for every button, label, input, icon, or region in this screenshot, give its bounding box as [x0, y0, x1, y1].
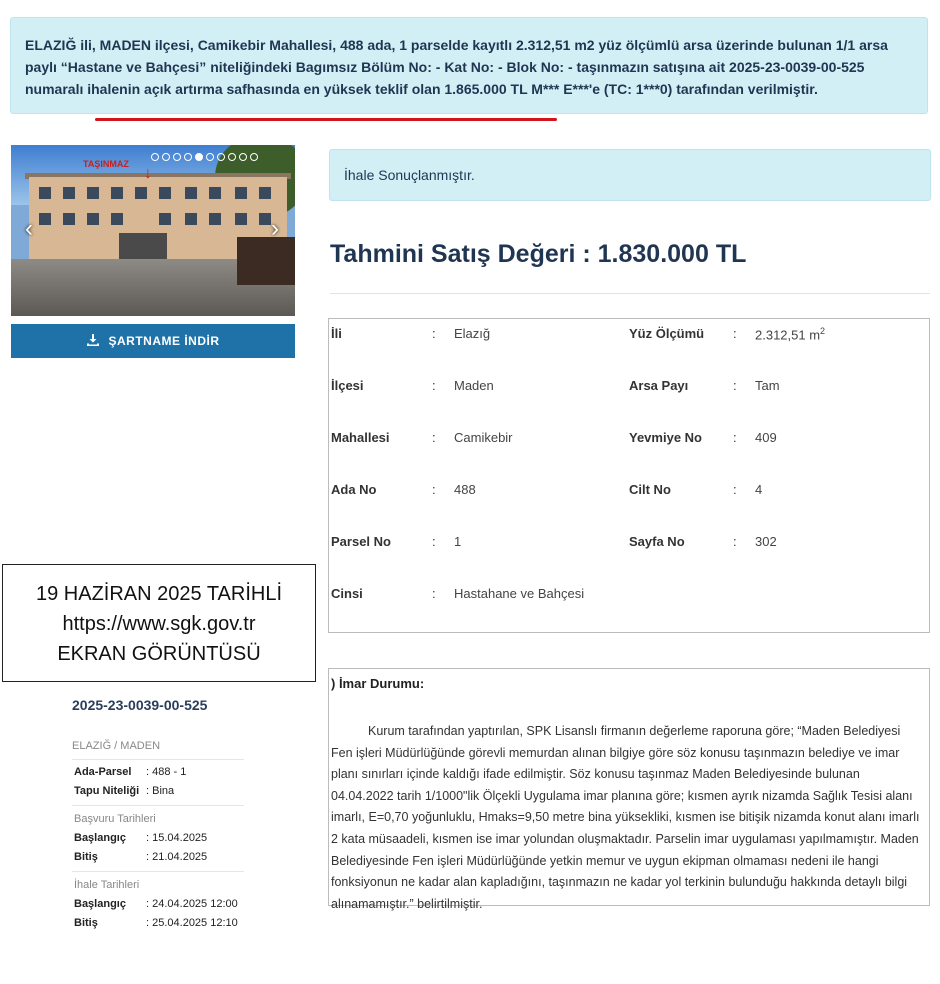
auction-result-banner [10, 17, 928, 114]
auction-code: 2025-23-0039-00-525 [72, 697, 208, 713]
detail-value: 1 [454, 534, 462, 549]
zoning-status-box [328, 668, 930, 911]
carousel-dot[interactable] [217, 153, 225, 161]
property-details-table: İli : Elazığ İlçesi : Maden Mahallesi : Camikebir Ada No : 488 Parsel No : 1 Cinsi : Hastahane ve Bahçesi Yüz Ölçümü : 2.312,51 $m^2$ Arsa Payı : Tam Yevmiye No : 409 Cilt No : 4 Sayfa No : 302 [328, 318, 930, 633]
status-alert [329, 149, 931, 201]
carousel-dot[interactable] [206, 153, 214, 161]
detail-label: Mahallesi [331, 430, 390, 445]
carousel-dot[interactable] [184, 153, 192, 161]
carousel-dot[interactable] [162, 153, 170, 161]
detail-label: Yevmiye No [629, 430, 702, 445]
kv-label: Bitiş [74, 851, 98, 863]
detail-value: 302 [755, 534, 777, 549]
kv-label: Bitiş [74, 917, 98, 929]
property-photo-carousel[interactable] [11, 145, 295, 316]
carousel-dot[interactable] [250, 153, 258, 161]
truck [237, 237, 295, 285]
photo-caption: TAŞINMAZ [83, 159, 129, 169]
detail-label: Cilt No [629, 482, 671, 497]
carousel-dot[interactable] [239, 153, 247, 161]
pointer-arrow-icon: ↓ [144, 165, 152, 182]
detail-value: 4 [755, 482, 763, 497]
detail-label: Cinsi [331, 586, 363, 601]
download-icon [87, 334, 99, 349]
highlight-underline [95, 118, 557, 121]
note-line: EKRAN GÖRÜNTÜSÜ [57, 643, 261, 665]
kv-value: : 488 - 1 [146, 766, 187, 778]
detail-value: Elazığ [454, 326, 491, 341]
zoning-title: ) İmar Durumu: [331, 676, 425, 691]
carousel-next-icon[interactable]: › [271, 215, 279, 242]
detail-label: Sayfa No [629, 534, 685, 549]
carousel-dot[interactable] [151, 153, 159, 161]
detail-label: Arsa Payı [629, 378, 689, 393]
download-label: ŞARTNAME İNDİR [108, 334, 220, 348]
divider [330, 293, 930, 294]
kv-value: : 24.04.2025 12:00 [146, 898, 238, 910]
carousel-prev-icon[interactable]: ‹ [25, 215, 33, 242]
carousel-dot[interactable] [195, 153, 203, 161]
detail-label: İlçesi [331, 378, 364, 393]
screenshot-note-box [2, 564, 316, 682]
detail-label: Yüz Ölçümü [629, 326, 705, 341]
kv-value: : 25.04.2025 12:10 [146, 917, 238, 929]
carousel-dots[interactable] [151, 153, 258, 161]
kv-value: : 15.04.2025 [146, 832, 208, 844]
detail-value: Hastahane ve Bahçesi [454, 586, 585, 601]
estimated-value: Tahmini Satış Değeri : 1.830.000 TL [330, 240, 747, 268]
detail-label: Parsel No [331, 534, 391, 549]
detail-value: 2.312,51 $m^2$ [755, 326, 826, 343]
section-title: İhale Tarihleri [74, 879, 140, 891]
detail-value: Camikebir [454, 430, 513, 445]
detail-value: Maden [454, 378, 494, 393]
detail-label: Ada No [331, 482, 377, 497]
section-title: Başvuru Tarihleri [74, 813, 156, 825]
note-line: https://www.sgk.gov.tr [62, 613, 256, 635]
carousel-dot[interactable] [173, 153, 181, 161]
kv-label: Başlangıç [74, 898, 126, 910]
detail-value: 488 [454, 482, 476, 497]
auction-location: ELAZIĞ / MADEN [72, 740, 161, 752]
kv-label: Ada-Parsel [74, 766, 132, 778]
note-line: 19 HAZİRAN 2025 TARİHLİ [35, 583, 283, 605]
kv-value: : Bina [146, 785, 175, 797]
zoning-text: Kurum tarafından yaptırılan, SPK Lisanslı firmanın değerleme raporuna göre; “Maden Belediyesi Fen işleri Müdürlüğünde görevli memurdan alınan bilgiye göre söz konusu taşınmazın belediye ve imar planı sınırları içinde kaldığı ifade edilmiştir. Söz konusu taşınmaz Maden Belediyesinde bulunan 04.04.2022 tarih 1/1000"lik Ölçekli Uygulama imar planına göre; kısmen ayrık nizamda Sağlık Tesisi alanı imarlı, E=0,70 yoğunluklu, Hmaks=9,50 metre bina yüksekliki, kısmen ise bitişik nizamda konut alanı imarlı 2 kata müsaadeli, kısmen ise imar yolundan oluşmaktadır. Parselin imar uygulaması yapılmamıştır. Maden Belediyesinde Fen işleri Müdürlüğünde yetkin memur ve uygun ekipman olmaması nedeni ile hangi fonksiyonun ne kadar alan kapladığını, taşınmazın ne kadar yol terkinin bulunduğu hakkında detaylı bilgi alınamamıştır.” belirtilmiştir. [331, 724, 920, 911]
carousel-dot[interactable] [228, 153, 236, 161]
detail-value: Tam [755, 378, 780, 393]
banner-text: ELAZIĞ ili, MADEN ilçesi, Camikebir Mahallesi, 488 ada, 1 parselde kayıtlı 2.312,51 m2 yüz ölçümlü arsa üzerinde bulunan 1/1 arsa paylı “Hastane ve Bahçesi” niteliğindeki Bagımsız Bölüm No: - Kat No: - Blok No: - taşınmazın satışına ait 2025-23-0039-00-525 numaralı ihalenin açık artırma safhasında en yüksek teklif olan 1.865.000 TL M*** E***'e (TC: 1***0) tarafından verilmiştir. [25, 37, 888, 97]
detail-value: 409 [755, 430, 777, 445]
detail-label: İli [331, 326, 342, 341]
kv-label: Tapu Niteliği [74, 785, 140, 797]
download-spec-button[interactable] [11, 324, 295, 358]
kv-value: : 21.04.2025 [146, 851, 208, 863]
kv-label: Başlangıç [74, 832, 126, 844]
status-text: İhale Sonuçlanmıştır. [344, 167, 475, 183]
